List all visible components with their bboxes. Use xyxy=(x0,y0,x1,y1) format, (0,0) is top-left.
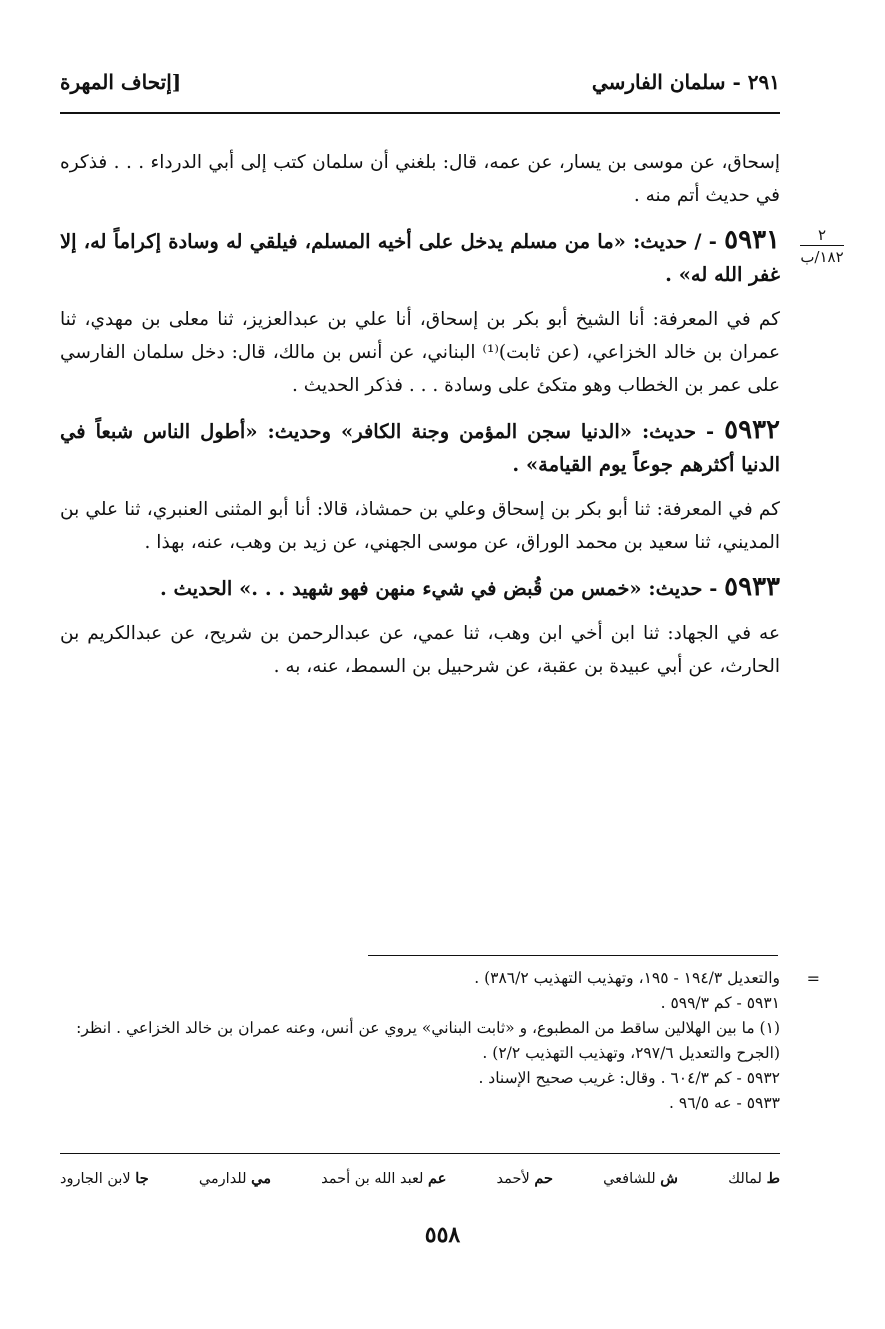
hadith-number: ٥٩٣٣ xyxy=(724,572,780,602)
footnote-line: ٥٩٣١ - كم ٥٩٩/٣ . xyxy=(660,994,780,1012)
header-chapter-title: ٢٩١ - سلمان الفارسي xyxy=(591,70,780,94)
hadith-5933 xyxy=(60,571,780,605)
hadith-text: - / حديث: «ما من مسلم يدخل على أخيه المسلم، فيلقي له وسادة إكراماً له، إلا غفر الله له» . xyxy=(60,230,780,286)
margin-folio-ref: ١٨٢/ب xyxy=(800,247,844,266)
hadith-number: ٥٩٣٢ xyxy=(724,415,780,445)
margin-numerator: ٢ xyxy=(800,226,844,246)
footnote-line: ٥٩٣٢ - كم ٦٠٤/٣ . وقال: غريب صحيح الإسناد . xyxy=(478,1069,780,1087)
abbreviation-item: مي للدارمي xyxy=(198,1170,271,1187)
page-number: ٥٥٨ xyxy=(424,1222,461,1248)
footnote-line: (١) ما بين الهلالين ساقط من المطبوع، و «ثابت البناني» يروي عن أنس، وعنه عمران بن خالد الخزاعي . انظر: (الجرح والتعديل ٢٩٧/٦، وتهذيب التهذيب ٢/٢) . xyxy=(76,1019,780,1062)
isnad-5931: كم في المعرفة: أنا الشيخ أبو بكر بن إسحاق، أنا علي بن عبدالعزيز، ثنا معلى بن مهدي، ثنا عمران بن خالد الخزاعي، (عن ثابت)⁽¹⁾ البناني، عن أنس بن مالك، قال: دخل سلمان الفارسي على عمر بن الخطاب وهو متكئ على وسادة . . . فذكر الحديث . xyxy=(60,309,780,396)
abbreviation-item: ش للشافعي xyxy=(603,1170,678,1187)
footnote-rule xyxy=(368,955,778,956)
abbreviation-item: حم لأحمد xyxy=(496,1170,553,1187)
hadith-5932 xyxy=(60,414,780,481)
header-rule xyxy=(60,112,780,114)
isnad-5933: عه في الجهاد: ثنا ابن أخي ابن وهب، ثنا عمي، عن عبدالرحمن بن شريح، عن عبدالكريم بن الحارث، عن أبي عبيدة بن عقبة، عن شرحبيل بن السمط، عنه، به . xyxy=(60,623,780,677)
abbreviations-key xyxy=(60,1170,780,1187)
abbreviations-rule xyxy=(60,1153,780,1154)
isnad-5932: كم في المعرفة: ثنا أبو بكر بن إسحاق وعلي بن حمشاذ، قالا: أنا أبو المثنى العنبري، ثنا علي بن المديني، ثنا سعيد بن محمد الوراق، عن موسى الجهني، عن زيد بن وهب، عنه، بهذا . xyxy=(60,499,780,553)
continuation-mark: = xyxy=(806,969,820,988)
margin-folio-note xyxy=(792,226,852,267)
footnote-line: ٥٩٣٣ - عه ٩٦/٥ . xyxy=(669,1094,780,1112)
hadith-text: - حديث: «الدنيا سجن المؤمن وجنة الكافر» وحديث: «أطول الناس شبعاً في الدنيا أكثرهم جوعاً يوم القيامة» . xyxy=(60,420,780,476)
header-book-title: [إتحاف المهرة xyxy=(60,70,182,94)
abbreviation-item: جا لابن الجارود xyxy=(60,1170,149,1187)
abbreviation-item: عم لعبد الله بن أحمد xyxy=(321,1170,447,1187)
hadith-text: - حديث: «خمس من قُبض في شيء منهن فهو شهيد . . .» الحديث . xyxy=(159,577,725,600)
hadith-number: ٥٩٣١ xyxy=(724,225,780,255)
footnotes xyxy=(60,966,820,1116)
footnote-line: والتعديل ١٩٤/٣ - ١٩٥، وتهذيب التهذيب ٣٨٦/٢) . xyxy=(474,969,780,987)
main-text xyxy=(60,146,780,695)
hadith-5931 xyxy=(60,224,780,291)
abbreviation-item: ط لمالك xyxy=(728,1170,780,1187)
page-header xyxy=(60,64,780,100)
paragraph-1: إسحاق، عن موسى بن يسار، عن عمه، قال: بلغني أن سلمان كتب إلى أبي الدرداء . . . فذكره في حديث أتم منه . xyxy=(60,152,780,206)
